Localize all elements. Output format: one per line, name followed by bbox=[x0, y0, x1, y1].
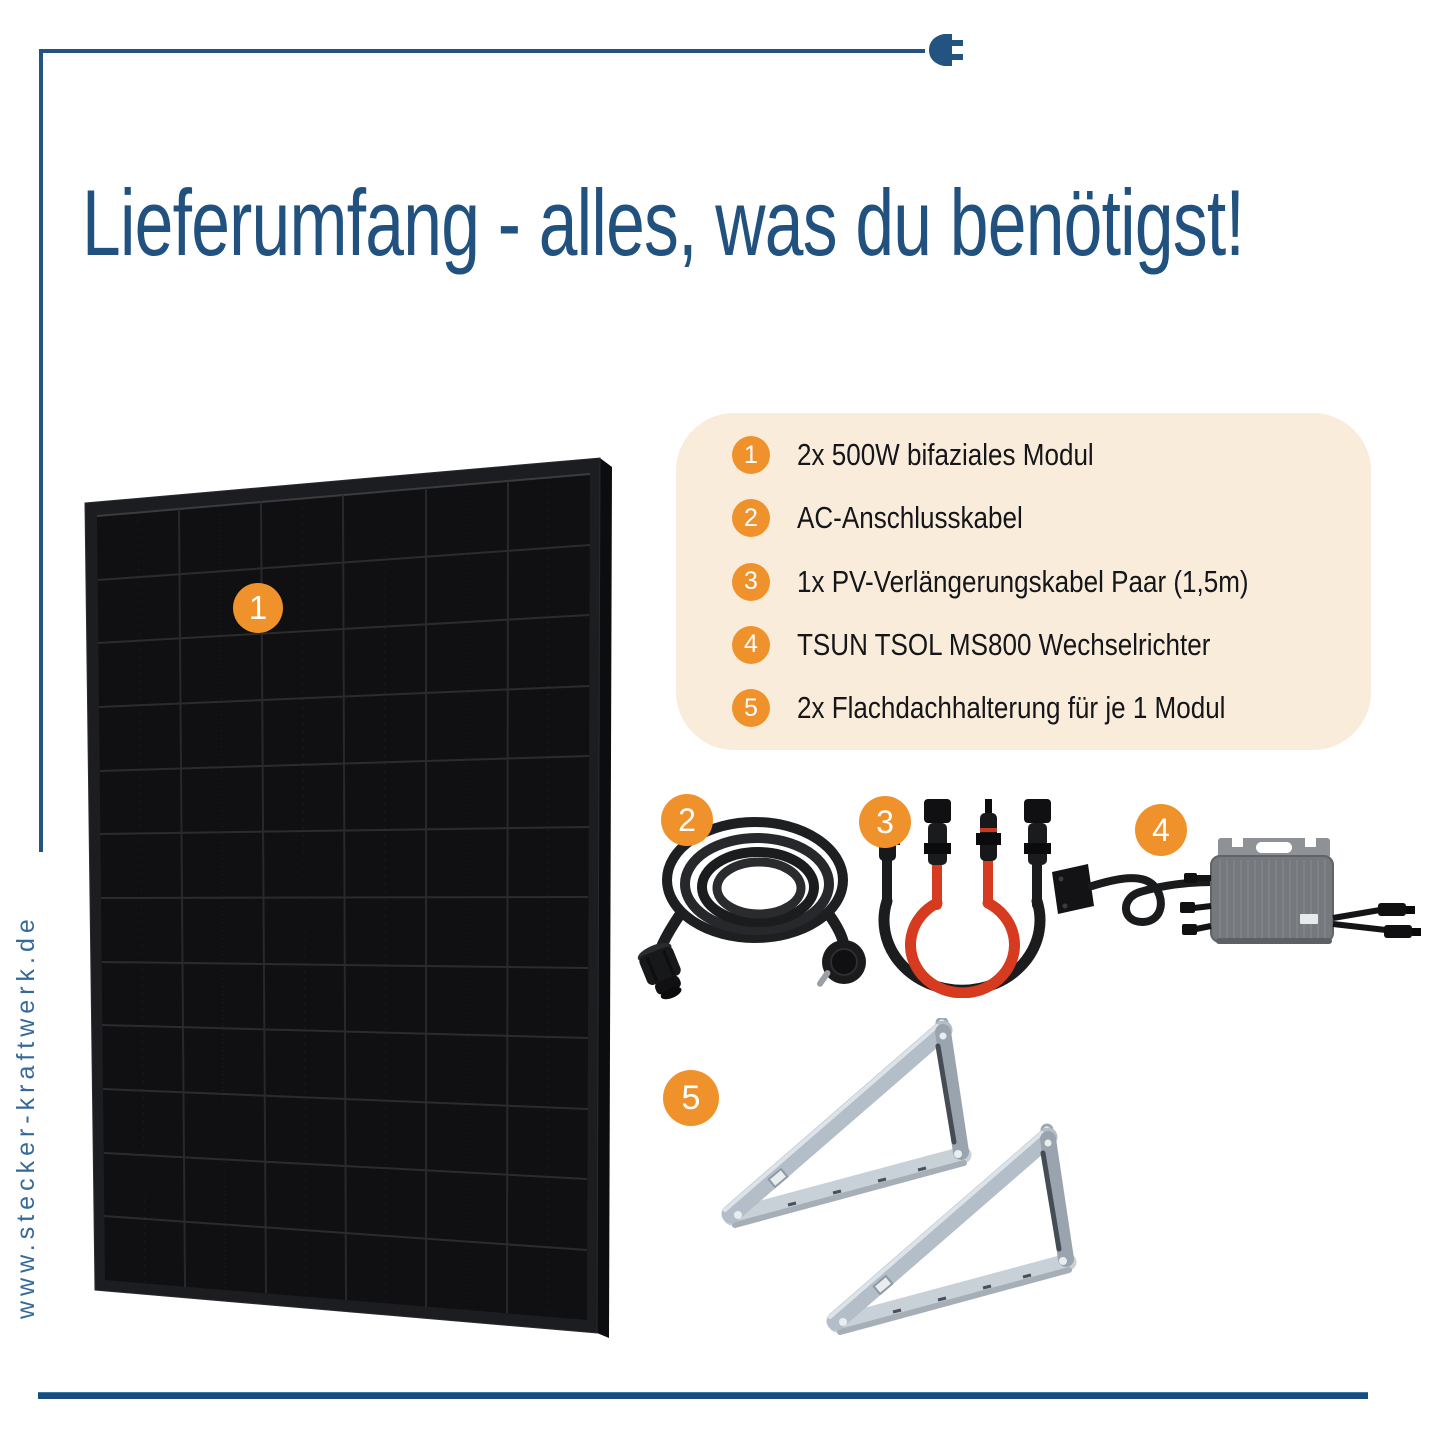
badge-pv-extension-cable: 3 bbox=[859, 796, 911, 848]
list-item-badge: 4 bbox=[732, 626, 770, 664]
list-item-label: 1x PV-Verlängerungskabel Paar (1,5m) bbox=[797, 563, 1249, 599]
website-url: www.stecker-kraftwerk.de bbox=[12, 914, 40, 1320]
list-item bbox=[676, 497, 1371, 539]
list-item-badge: 5 bbox=[732, 689, 770, 727]
badge-roof-mount: 5 bbox=[663, 1070, 719, 1126]
list-item-badge: 3 bbox=[732, 563, 770, 601]
list-item-label: TSUN TSOL MS800 Wechselrichter bbox=[797, 626, 1211, 662]
inverter-image bbox=[1048, 826, 1433, 971]
left-border-line bbox=[39, 50, 43, 852]
list-item bbox=[676, 687, 1371, 729]
roof-mount-image bbox=[718, 1018, 1233, 1408]
plug-icon bbox=[928, 33, 968, 67]
top-border-line bbox=[39, 49, 925, 53]
list-item-label: 2x Flachdachhalterung für je 1 Modul bbox=[797, 690, 1226, 725]
delivery-list-box bbox=[676, 413, 1371, 750]
list-item bbox=[676, 434, 1371, 476]
list-item bbox=[676, 561, 1371, 603]
list-item-label: 2x 500W bifaziales Modul bbox=[797, 437, 1094, 472]
badge-solar-module: 1 bbox=[233, 583, 283, 633]
list-item bbox=[676, 624, 1371, 666]
badge-ac-cable: 2 bbox=[661, 794, 713, 846]
list-item-label: AC-Anschlusskabel bbox=[797, 500, 1023, 536]
list-item-badge: 2 bbox=[732, 499, 770, 537]
page-title: Lieferumfang - alles, was du benötigst! bbox=[82, 170, 1245, 275]
solar-panel-image bbox=[75, 448, 615, 1348]
list-item-badge: 1 bbox=[732, 436, 770, 474]
badge-inverter: 4 bbox=[1135, 804, 1187, 856]
